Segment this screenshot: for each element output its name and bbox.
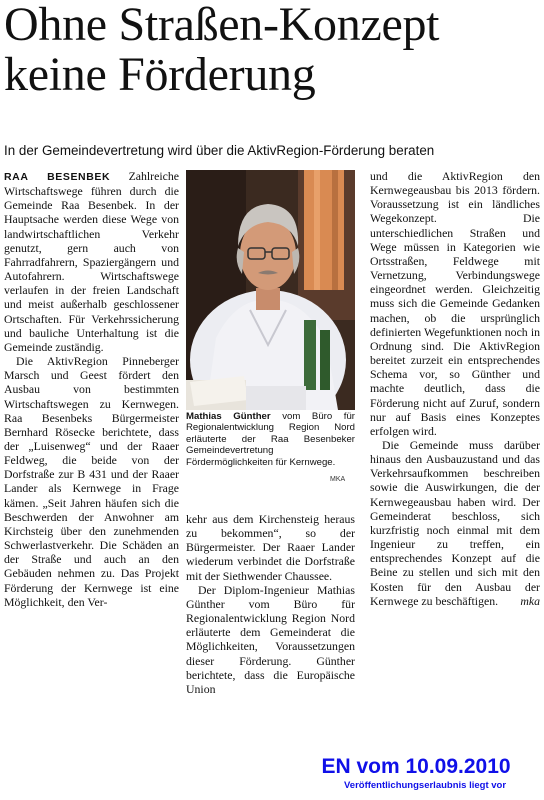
photo-caption xyxy=(186,411,355,468)
photo-credit: MKA xyxy=(330,476,346,483)
portrait-photo xyxy=(186,170,355,410)
paragraph-text: Die Gemeinde muss darüber hinaus den Ausbauzustand und das Verkehrsaufkommen beschreiben sowie die Auswirkungen, die der Kernwegeausbau haben wird. Der Gemeinderat beschloss, sich kurzfristig noch einmal mit dem Ingenieur zu treffen, ein entsprechendes Konzept auf die Beine zu stellen und sich mit den Kosten für den Ausbau der Kernwege zu beschäftigen. xyxy=(370,437,540,608)
paragraph xyxy=(370,438,540,608)
headline xyxy=(4,0,544,100)
headline-line-1: Ohne Straßen-Konzept xyxy=(4,0,440,51)
permission-note: Veröffentlichungserlaubnis liegt vor xyxy=(343,780,507,791)
article-column-2 xyxy=(186,512,355,696)
paragraph: Der Diplom-Ingenieur Mathias Günther vom Büro für Regionalentwicklung Region Nord erläuterte dem Gemeinderat die Möglichkeiten, Voraussetzungen dieser Förderung. Günther berichtete, dass die Europäische Union xyxy=(186,582,355,696)
article-column-3 xyxy=(370,169,540,608)
headline-line-2: keine Förderung xyxy=(4,48,316,101)
edition-label: EN vom 10.09.2010 xyxy=(321,755,511,778)
paragraph xyxy=(4,169,179,354)
paragraph: und die AktivRegion den Kernwegeausbau bis 2013 fördern. Voraussetzung ist ein ländliches Wegekonzept. Die unterschiedlichen Straßen und Wege müssen in Kategorien wie Ortsstraßen, Feldwege mit Vernetzung, Verbindungswege eingeordnet werden. Gleichzeitig muss sich die Gemeinde Gedanken machen, ob die ursprünglich definierten Wegefunktionen noch in Ordnung sind. Die AktivRegion bereitet zurzeit ein entsprechendes Schema vor, so Günther und machte deutlich, dass die Förderung nicht auf Zuruf, sondern nur auf Basis eines Konzeptes erfolgen wird. xyxy=(370,169,540,438)
paragraph: Die AktivRegion Pinneberger Marsch und Geest fördert den Ausbau von bestimmten Wirtschaftswegen zu Kernwegen. Raa Besenbeks Bürgermeister Bernhard Rösecke berichtete, dass der „Luisenweg“ und der Raaer Feldweg, die beide von der Dorfstraße zur B 431 und der Raaer Lander als Kernwege in Frage kämen. „Seit Jahren häufen sich die Beschwerden der Anwohner am Kirchsteig über den zunehmenden Schwerlastverkehr. Die Schäden an der Straße und auch an den Gebäuden nehmen zu. Das Projekt Förderung der Kernwege ist eine Möglichkeit, den Ver- xyxy=(4,354,179,609)
article-column-1 xyxy=(4,169,179,609)
dateline: RAA BESENBEK xyxy=(4,171,111,183)
article-photo xyxy=(186,170,355,410)
caption-text: vom Büro für Regionalentwicklung Region Nord erläuterte der Raa Besenbeker Gemeindevertretung Fördermöglichkeiten für Kernwege. xyxy=(186,411,355,468)
subheadline: In der Gemeindevertretung wird über die AktivRegion-Förderung beraten xyxy=(4,143,435,158)
paragraph-text: Zahlreiche Wirtschaftswege führen durch die Gemeinde Raa Besenbek. In der Hauptsache werden diese Wege von landwirtschaftlichen Verkehr genutzt, gern auch von Fahrradfahrern, Spaziergängern und Autofahrern. Wirtschaftswege verlaufen in der freien Landschaft und meist außerhalb geschlossener Ortschaften. Für Verkehrssicherung und bauliche Unterhaltung ist die Gemeinde zuständig. xyxy=(4,169,179,354)
paragraph: kehr aus dem Kirchensteig heraus zu bekommen“, so der Bürgermeister. Der Raaer Lander wiederum verbindet die Dorfstraße mit der Siethwender Chaussee. xyxy=(186,512,355,583)
caption-name: Mathias Günther xyxy=(186,411,271,422)
author-initials: mka xyxy=(520,593,540,608)
